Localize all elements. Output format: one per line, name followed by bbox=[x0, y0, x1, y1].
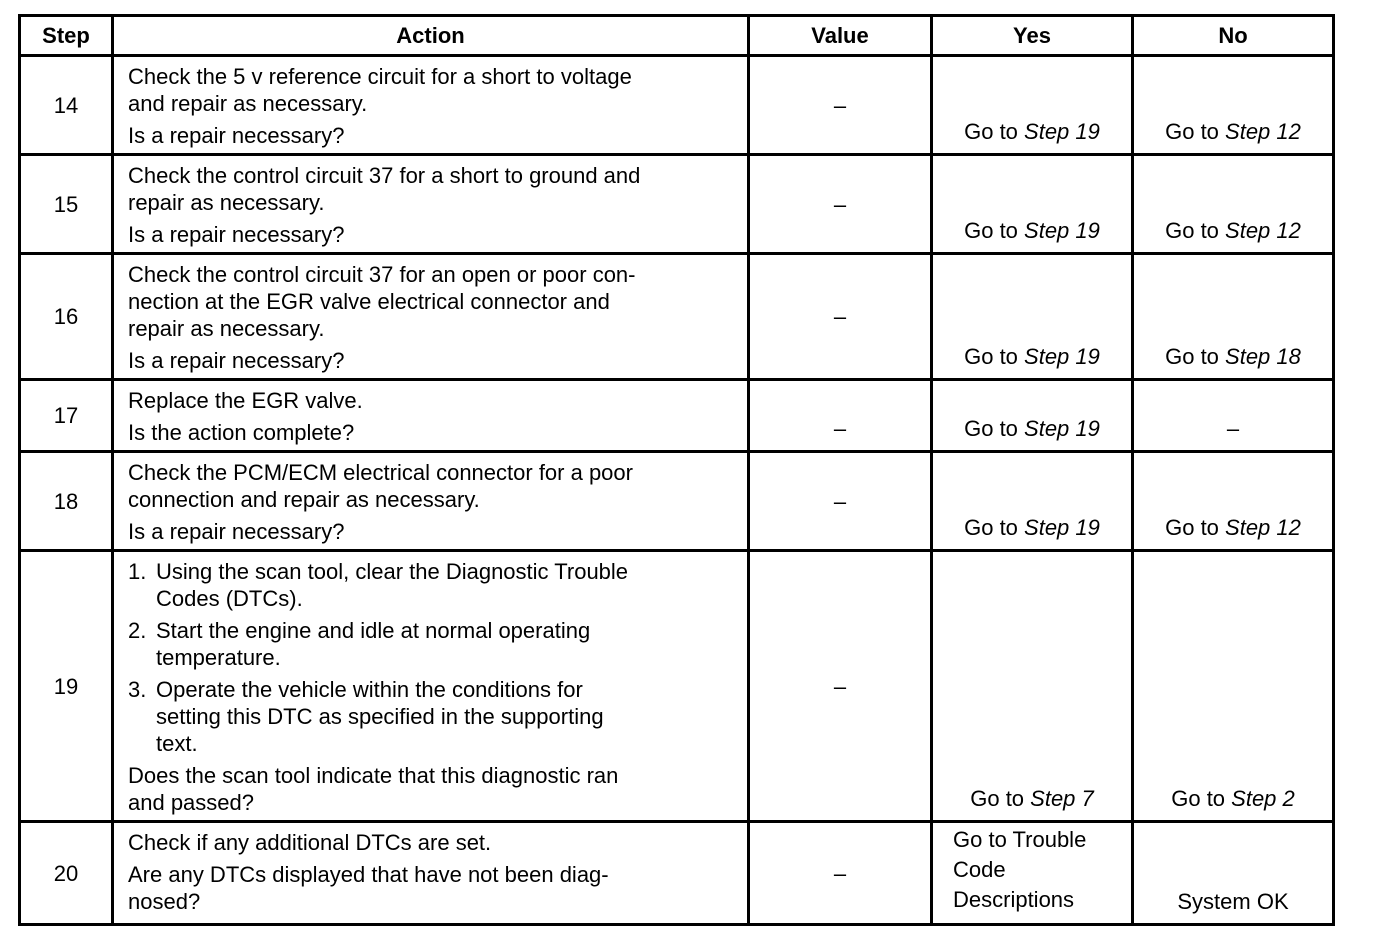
numbered-steps bbox=[128, 558, 737, 757]
action-line: Check the PCM/ECM electrical connector for a poor bbox=[128, 460, 633, 485]
yes-cell bbox=[932, 380, 1133, 452]
no-cell bbox=[1133, 56, 1334, 155]
yes-prefix: Go to bbox=[964, 119, 1025, 144]
step-number: 16 bbox=[53, 304, 79, 329]
yes-cell bbox=[932, 822, 1133, 925]
no-step-ref: Step 12 bbox=[1225, 119, 1301, 144]
no-prefix: Go to bbox=[1165, 344, 1226, 369]
table-body bbox=[20, 56, 1334, 925]
numbered-step bbox=[128, 558, 737, 612]
question-text: Is a repair necessary? bbox=[128, 519, 345, 544]
header-value: Value bbox=[749, 16, 932, 56]
yes-cell bbox=[932, 155, 1133, 254]
question-text bbox=[128, 762, 737, 816]
step-number: 20 bbox=[53, 860, 79, 886]
yes-cell bbox=[932, 254, 1133, 380]
value-cell bbox=[749, 155, 932, 254]
yes-cell bbox=[932, 452, 1133, 551]
value-text: – bbox=[833, 416, 847, 441]
no-prefix: Go to bbox=[1171, 786, 1232, 811]
yes-step-ref: Step 19 bbox=[1024, 218, 1100, 243]
step-cell bbox=[20, 452, 113, 551]
yes-cell bbox=[932, 551, 1133, 822]
yes-prefix: Go to bbox=[964, 344, 1025, 369]
action-cell bbox=[113, 380, 749, 452]
step-number: 19 bbox=[53, 673, 79, 699]
yes-line: Code bbox=[953, 857, 1006, 882]
value-text: – bbox=[833, 191, 847, 217]
table-row bbox=[20, 551, 1334, 822]
yes-prefix: Go to bbox=[970, 786, 1031, 811]
yes-step-ref: Step 19 bbox=[1024, 515, 1100, 540]
yes-step-ref: Step 19 bbox=[1024, 119, 1100, 144]
no-text: – bbox=[1226, 416, 1240, 441]
no-cell bbox=[1133, 254, 1334, 380]
action-line: repair as necessary. bbox=[128, 190, 325, 215]
step-number: 17 bbox=[53, 403, 79, 428]
no-step-ref: Step 12 bbox=[1225, 515, 1301, 540]
step-item-line: temperature. bbox=[156, 645, 281, 670]
table-row bbox=[20, 452, 1334, 551]
step-number: 18 bbox=[53, 488, 79, 514]
value-cell bbox=[749, 380, 932, 452]
yes-line: Descriptions bbox=[953, 887, 1075, 912]
action-cell bbox=[113, 551, 749, 822]
value-cell bbox=[749, 254, 932, 380]
step-cell bbox=[20, 822, 113, 925]
step-item-line: text. bbox=[156, 731, 198, 756]
step-cell bbox=[20, 551, 113, 822]
action-line: Check if any additional DTCs are set. bbox=[128, 830, 492, 855]
step-item-number: 1. bbox=[128, 559, 147, 584]
action-line: Check the control circuit 37 for an open or poor con- bbox=[128, 262, 636, 287]
step-item-number: 3. bbox=[128, 677, 147, 702]
step-cell bbox=[20, 56, 113, 155]
action-cell bbox=[113, 452, 749, 551]
action-line: and repair as necessary. bbox=[128, 91, 368, 116]
value-text: – bbox=[833, 860, 847, 886]
yes-step-ref: Step 7 bbox=[1030, 786, 1094, 811]
value-cell bbox=[749, 551, 932, 822]
question-line: Are any DTCs displayed that have not been diag- bbox=[128, 862, 609, 887]
question-line: and passed? bbox=[128, 790, 254, 815]
no-cell bbox=[1133, 380, 1334, 452]
question-text: Is a repair necessary? bbox=[128, 222, 345, 247]
header-no: No bbox=[1133, 16, 1334, 56]
step-item-line: Operate the vehicle within the conditions for bbox=[156, 677, 583, 702]
action-line: Replace the EGR valve. bbox=[128, 388, 363, 413]
yes-step-ref: Step 19 bbox=[1024, 344, 1100, 369]
no-step-ref: Step 2 bbox=[1231, 786, 1295, 811]
numbered-step bbox=[128, 617, 737, 671]
no-prefix: Go to bbox=[1165, 515, 1226, 540]
no-prefix: Go to bbox=[1165, 119, 1226, 144]
yes-prefix: Go to bbox=[964, 515, 1025, 540]
action-line: Check the control circuit 37 for a short to ground and bbox=[128, 163, 641, 188]
table-row bbox=[20, 155, 1334, 254]
step-number: 15 bbox=[53, 191, 79, 217]
question-text: Is the action complete? bbox=[128, 420, 355, 445]
header-row bbox=[20, 16, 1334, 56]
action-cell bbox=[113, 155, 749, 254]
question-line: nosed? bbox=[128, 889, 201, 914]
action-line: Check the 5 v reference circuit for a short to voltage bbox=[128, 64, 632, 89]
value-text: – bbox=[833, 673, 847, 699]
action-line: nection at the EGR valve electrical connector and bbox=[128, 289, 610, 314]
value-cell bbox=[749, 822, 932, 925]
table-row bbox=[20, 56, 1334, 155]
action-cell bbox=[113, 822, 749, 925]
header-action: Action bbox=[113, 16, 749, 56]
question-line: Does the scan tool indicate that this diagnostic ran bbox=[128, 763, 619, 788]
action-cell bbox=[113, 56, 749, 155]
header-yes: Yes bbox=[932, 16, 1133, 56]
no-text: System OK bbox=[1177, 889, 1289, 914]
numbered-step bbox=[128, 676, 737, 757]
value-text: – bbox=[833, 488, 847, 514]
yes-cell bbox=[932, 56, 1133, 155]
value-cell bbox=[749, 56, 932, 155]
value-text: – bbox=[833, 92, 847, 118]
step-item-line: Using the scan tool, clear the Diagnostic Trouble bbox=[156, 559, 629, 584]
step-cell bbox=[20, 380, 113, 452]
table-row bbox=[20, 822, 1334, 925]
step-cell bbox=[20, 254, 113, 380]
question-text: Is a repair necessary? bbox=[128, 348, 345, 373]
step-item-line: Codes (DTCs). bbox=[156, 586, 303, 611]
header-step: Step bbox=[20, 16, 113, 56]
step-cell bbox=[20, 155, 113, 254]
step-number: 14 bbox=[53, 92, 79, 118]
step-item-line: setting this DTC as specified in the supporting bbox=[156, 704, 604, 729]
no-cell bbox=[1133, 155, 1334, 254]
action-cell bbox=[113, 254, 749, 380]
no-cell bbox=[1133, 452, 1334, 551]
value-text: – bbox=[833, 304, 847, 329]
diagnostic-table bbox=[18, 14, 1335, 926]
yes-line: Go to Trouble bbox=[953, 827, 1087, 852]
value-cell bbox=[749, 452, 932, 551]
table-row bbox=[20, 380, 1334, 452]
no-step-ref: Step 18 bbox=[1225, 344, 1301, 369]
action-line: repair as necessary. bbox=[128, 316, 325, 341]
question-text bbox=[128, 861, 737, 915]
step-item-line: Start the engine and idle at normal operating bbox=[156, 618, 591, 643]
no-cell bbox=[1133, 822, 1334, 925]
yes-step-ref: Step 19 bbox=[1024, 416, 1100, 441]
no-cell bbox=[1133, 551, 1334, 822]
table-row bbox=[20, 254, 1334, 380]
action-line: connection and repair as necessary. bbox=[128, 487, 480, 512]
no-prefix: Go to bbox=[1165, 218, 1226, 243]
no-step-ref: Step 12 bbox=[1225, 218, 1301, 243]
step-item-number: 2. bbox=[128, 618, 147, 643]
question-text: Is a repair necessary? bbox=[128, 123, 345, 148]
yes-prefix: Go to bbox=[964, 218, 1025, 243]
yes-prefix: Go to bbox=[964, 416, 1025, 441]
